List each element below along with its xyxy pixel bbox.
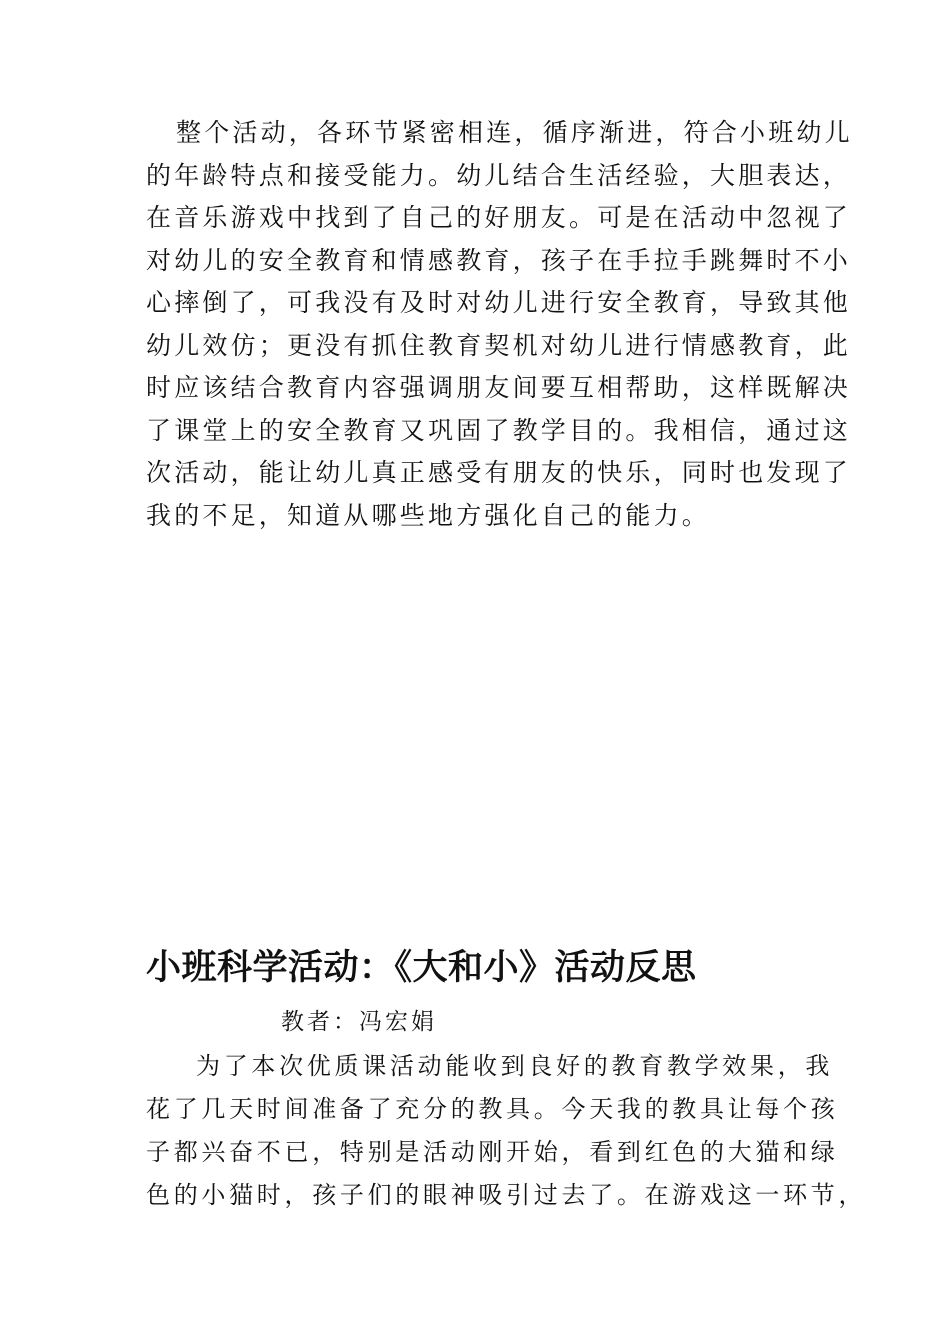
section-title: 小班科学活动：《大和小》活动反思 bbox=[146, 948, 697, 988]
paragraph-line: 为了本次优质课活动能收到良好的教育教学效果，我 bbox=[196, 1052, 834, 1080]
reflection-paragraph bbox=[146, 112, 853, 537]
paragraph-line: 花了几天时间准备了充分的教具。今天我的教具让每个孩 bbox=[146, 1095, 839, 1123]
paragraph-line: 时应该结合教育内容强调朋友间要互相帮助，这样既解决 bbox=[146, 373, 852, 402]
paragraph-line: 的年龄特点和接受能力。幼儿结合生活经验，大胆表达， bbox=[146, 160, 852, 190]
body-paragraph bbox=[146, 1045, 867, 1217]
paragraph-line: 整个活动，各环节紧密相连，循序渐进，符合小班幼儿 bbox=[176, 118, 853, 147]
paragraph-line: 在音乐游戏中找到了自己的好朋友。可是在活动中忽视了 bbox=[146, 203, 852, 232]
paragraph-line: 我的不足，知道从哪些地方强化自己的能力。 bbox=[146, 500, 711, 530]
paragraph-line: 次活动，能让幼儿真正感受有朋友的快乐，同时也发现了 bbox=[146, 458, 852, 487]
paragraph-line: 心摔倒了，可我没有及时对幼儿进行安全教育，导致其他 bbox=[146, 288, 852, 317]
paragraph-line: 幼儿效仿；更没有抓住教育契机对幼儿进行情感教育，此 bbox=[146, 330, 852, 360]
paragraph-line: 对幼儿的安全教育和情感教育，孩子在手拉手跳舞时不小 bbox=[146, 245, 852, 275]
paragraph-line: 了课堂上的安全教育又巩固了教学目的。我相信，通过这 bbox=[146, 415, 852, 445]
author-line: 教者：冯宏娟 bbox=[281, 1009, 437, 1035]
paragraph-line: 子都兴奋不已，特别是活动刚开始，看到红色的大猫和绿 bbox=[146, 1138, 839, 1166]
paragraph-line: 色的小猫时，孩子们的眼神吸引过去了。在游戏这一环节， bbox=[146, 1181, 867, 1209]
